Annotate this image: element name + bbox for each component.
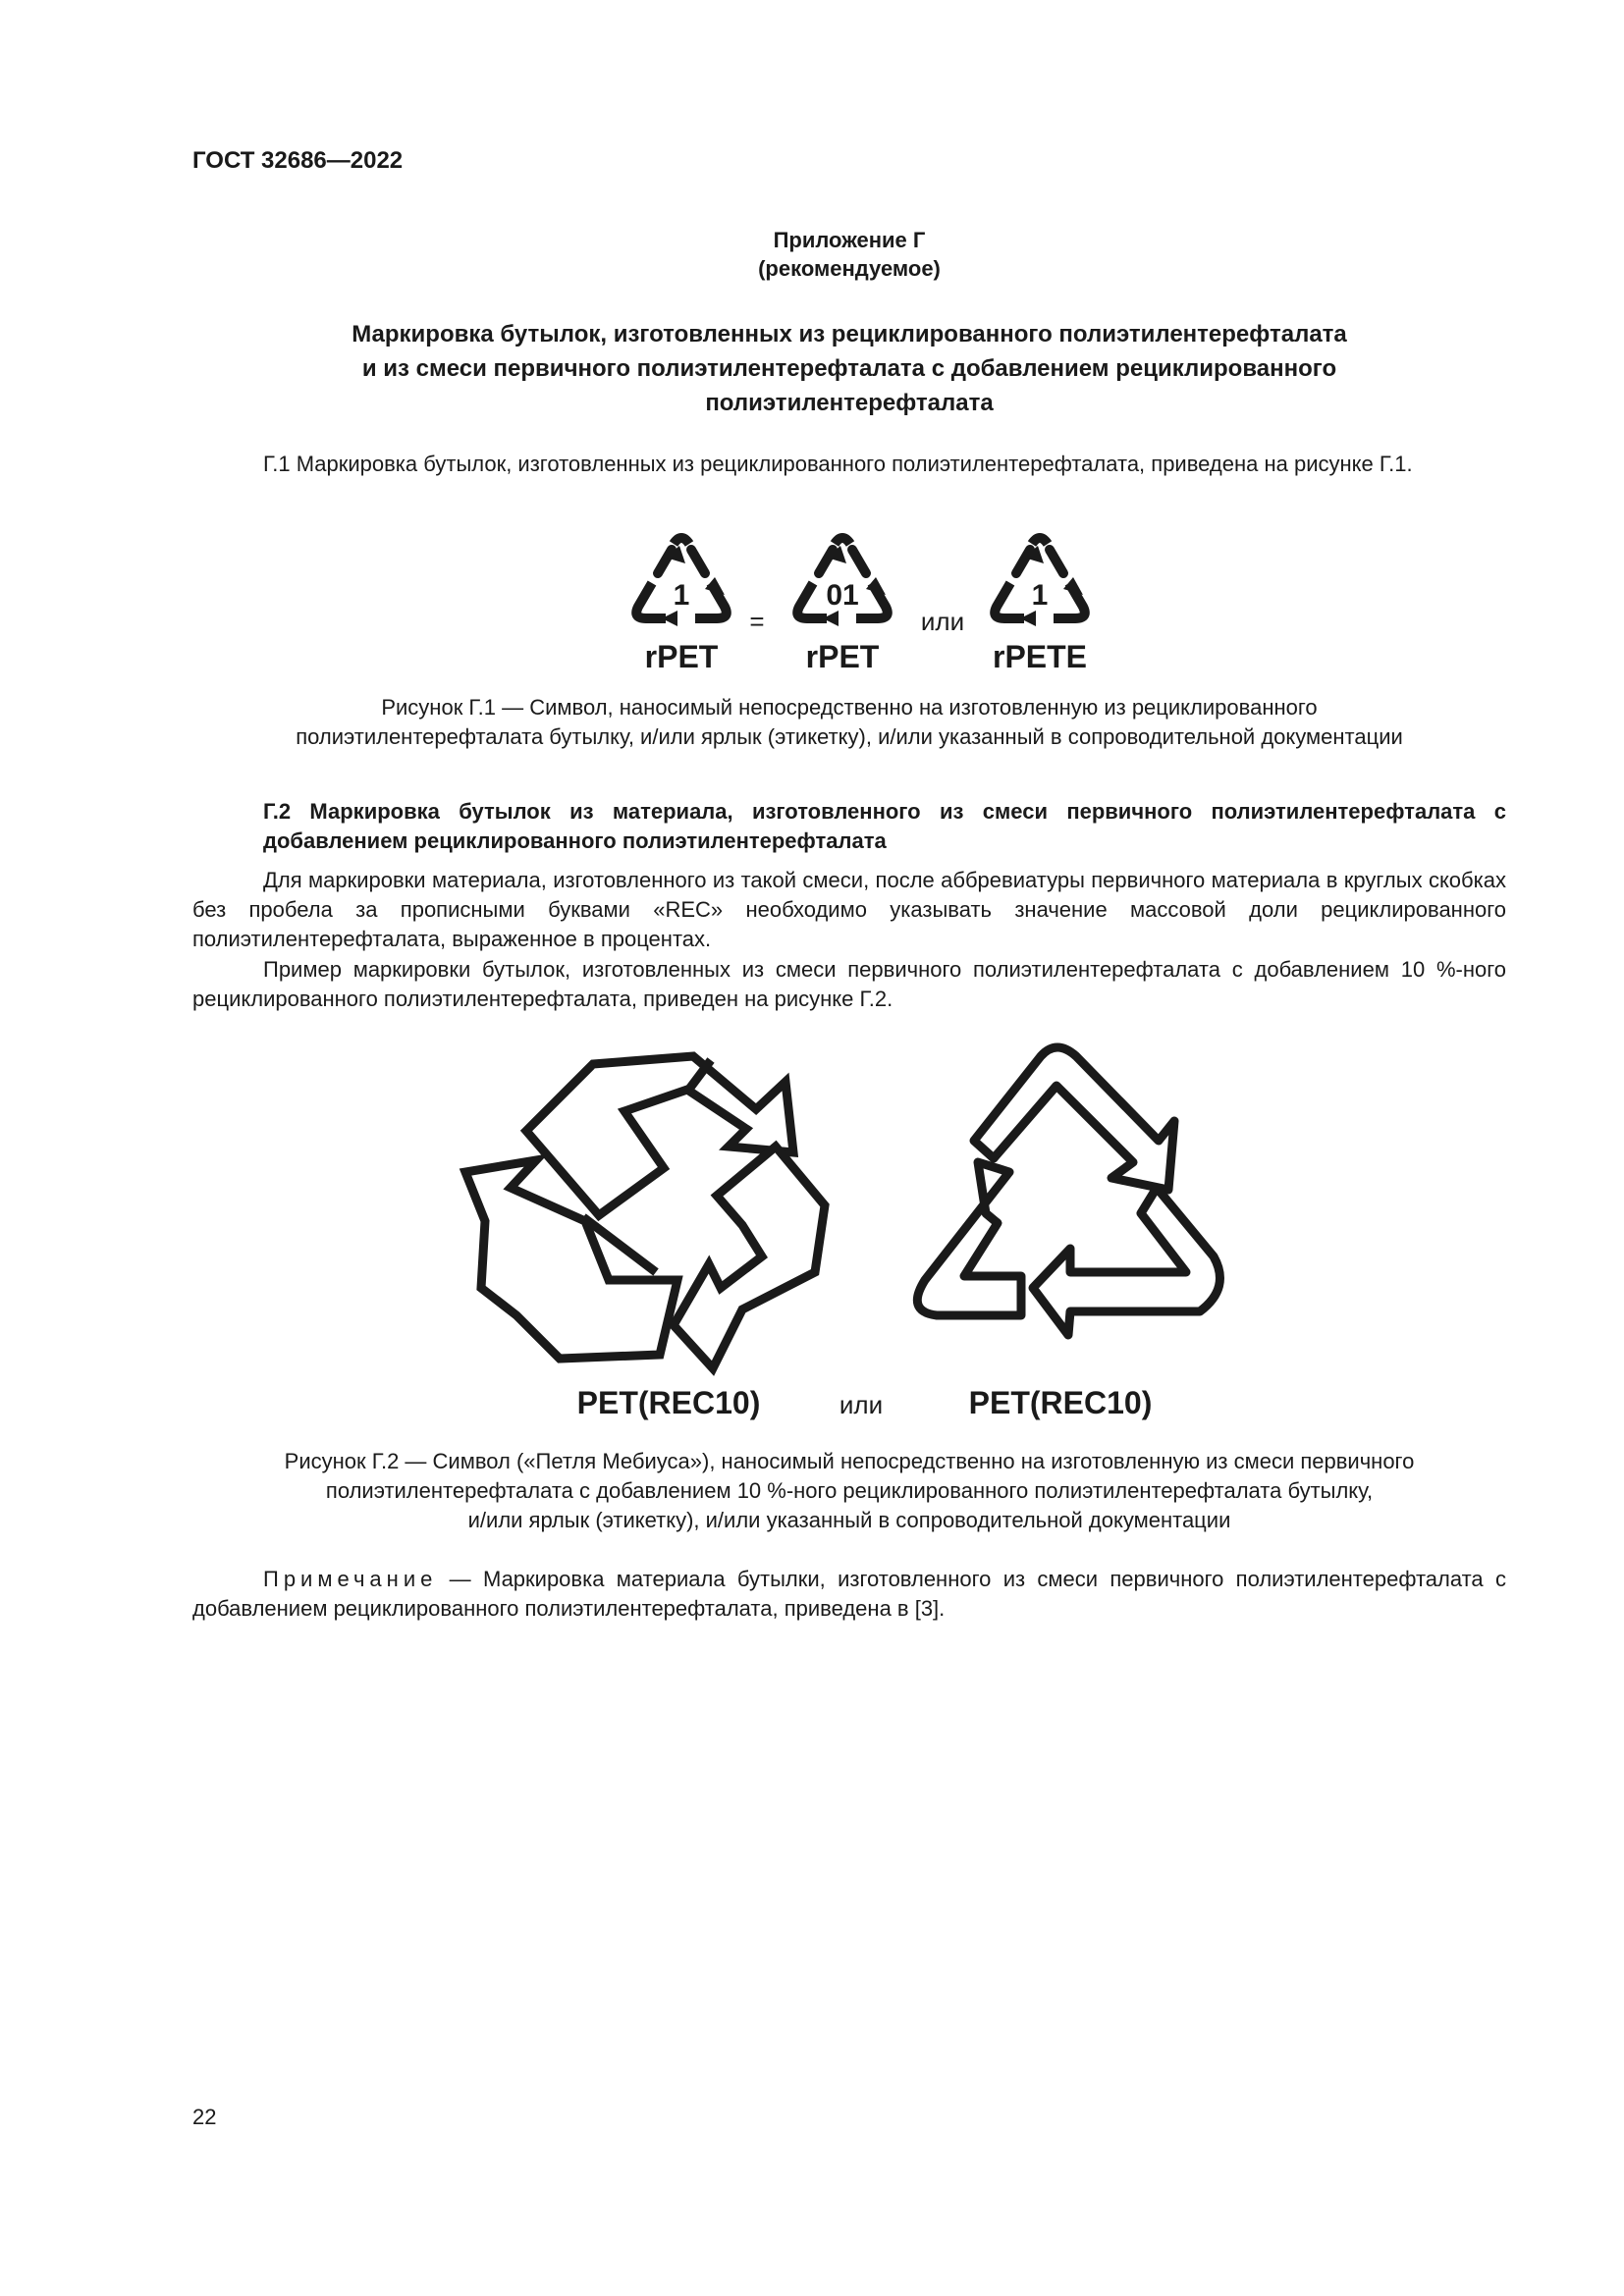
mobius-loop-icon bbox=[465, 1056, 825, 1368]
caption-line: и/или ярлык (этикетку), и/или указанный в сопроводительной документации bbox=[467, 1508, 1231, 1532]
caption-line: полиэтилентерефталата бутылку, и/или ярлык (этикетку), и/или указанный в сопроводительной документации bbox=[296, 724, 1403, 749]
figure-2 bbox=[0, 1031, 1624, 1423]
figure-2-caption bbox=[192, 1447, 1506, 1535]
recycle-triangle-icon bbox=[797, 538, 888, 626]
note bbox=[192, 1565, 1506, 1624]
symbol-label: rPET bbox=[644, 639, 719, 674]
section1-paragraph: Г.1 Маркировка бутылок, изготовленных из рециклированного полиэтилентерефталата, приведена на рисунке Г.1. bbox=[263, 452, 1413, 476]
recycle-triangle-icon bbox=[995, 538, 1085, 626]
page-number: 22 bbox=[192, 2105, 217, 2129]
recycle-loop-icon bbox=[917, 1047, 1219, 1335]
recycle-triangle-icon bbox=[636, 538, 727, 626]
standard-designation: ГОСТ 32686—2022 bbox=[192, 147, 404, 174]
figure-1-caption bbox=[192, 693, 1506, 752]
figure-1 bbox=[0, 530, 1624, 687]
section2-paragraph-2: Пример маркировки бутылок, изготовленных из смеси первичного полиэтилентерефталата с добавлением 10 %-ного рециклированного полиэтилентерефталата, приведен на рисунке Г.2. bbox=[192, 957, 1506, 1011]
resin-code: 01 bbox=[826, 579, 859, 612]
annex-heading-line: Маркировка бутылок, изготовленных из рециклированного полиэтилентерефталата bbox=[352, 321, 1347, 347]
symbol-label: rPETE bbox=[992, 639, 1088, 674]
annex-heading-line: и из смеси первичного полиэтилентерефталата с добавлением рециклированного bbox=[361, 355, 1337, 382]
annex-heading-line: полиэтилентерефталата bbox=[705, 390, 994, 416]
label-left: PET(REC10) bbox=[576, 1385, 761, 1420]
label-right: PET(REC10) bbox=[968, 1385, 1153, 1420]
symbol-label: rPET bbox=[805, 639, 880, 674]
section2-heading: Г.2 Маркировка бутылок из материала, изготовленного из смеси первичного полиэтилентерефталата с добавлением рециклированного полиэтилентерефталата bbox=[263, 799, 1506, 853]
caption-line: полиэтилентерефталата с добавлением 10 %-ного рециклированного полиэтилентерефталата бутылку, bbox=[325, 1478, 1374, 1503]
annex-heading bbox=[192, 317, 1506, 420]
annex-status: (рекомендуемое) bbox=[758, 256, 941, 281]
resin-code: 1 bbox=[673, 579, 690, 612]
annex-title: Приложение Г bbox=[773, 228, 926, 252]
equals-sign: = bbox=[749, 607, 765, 636]
note-text: — Маркировка материала бутылки, изготовленного из смеси первичного полиэтилентерефталата с добавлением рециклированного полиэтилентерефталата, приведена в [3]. bbox=[192, 1567, 1506, 1621]
or-text: или bbox=[839, 1390, 884, 1419]
or-text: или bbox=[920, 607, 965, 636]
section2-paragraph-1: Для маркировки материала, изготовленного из такой смеси, после аббревиатуры первичного материала в круглых скобках без пробела за прописными буквами «REC» необходимо указывать значение массовой доли рециклированного полиэтилентерефталата, выраженное в процентах. bbox=[192, 868, 1506, 951]
caption-line: Рисунок Г.2 — Символ («Петля Мебиуса»), наносимый непосредственно на изготовленную из смеси первичного bbox=[284, 1449, 1415, 1473]
resin-code: 1 bbox=[1031, 579, 1049, 612]
note-label: Примечание bbox=[263, 1567, 438, 1591]
caption-line: Рисунок Г.1 — Символ, наносимый непосредственно на изготовленную из рециклированного bbox=[381, 695, 1318, 720]
